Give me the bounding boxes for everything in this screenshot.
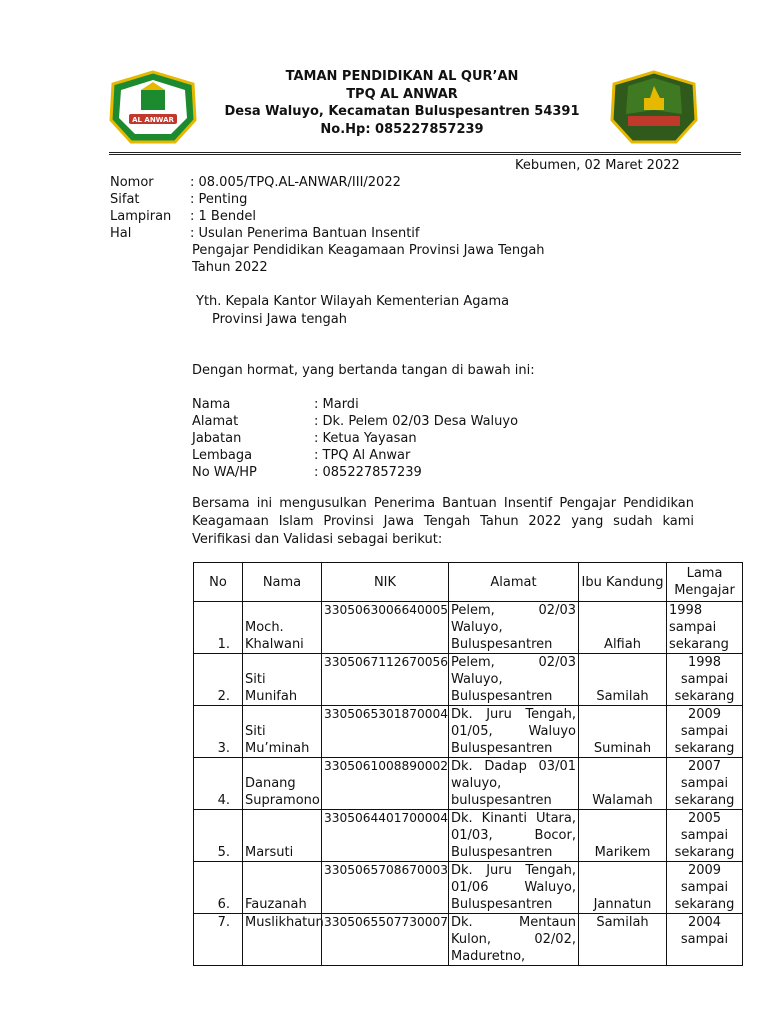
cell-alamat: Dk. Kinanti Utara, 01/03, Bocor, Buluspesantren [449,810,579,862]
cell-no: 3. [194,706,243,758]
header-divider-double [109,154,741,155]
cell-nama: Siti Mu’minah [243,706,322,758]
subject-continuation-1: Pengajar Pendidikan Keagamaan Provinsi Jawa Tengah [192,243,545,258]
cell-ibu: Samilah [579,654,667,706]
cell-nik: 3305065708670003 [322,862,449,914]
signer-value-nama: : Mardi [314,397,359,412]
signer-label-lembaga: Lembaga [192,448,253,463]
header-nik: NIK [322,563,449,602]
meta-label-hal: Hal [110,226,132,241]
cell-alamat: Dk. Mentaun Kulon, 02/02, Maduretno, [449,914,579,966]
tpq-logo-icon [109,70,197,144]
meta-value-lampiran: : 1 Bendel [190,209,256,224]
subject-continuation-2: Tahun 2022 [192,260,268,275]
cell-ibu: Jannatun [579,862,667,914]
meta-label-lampiran: Lampiran [110,209,172,224]
cell-nama: Moch. Khalwani [243,602,322,654]
org-line-3: Desa Waluyo, Kecamatan Buluspesantren 54391 [224,104,580,119]
header-lama-mengajar: Lama Mengajar [667,563,743,602]
cell-no: 6. [194,862,243,914]
header-no: No [194,563,243,602]
letterhead [0,60,768,160]
header-divider [109,152,741,153]
cell-ibu: Marikem [579,810,667,862]
org-line-4: No.Hp: 085227857239 [320,121,484,137]
cell-alamat: Pelem, 02/03 Waluyo, Buluspesantren [449,654,579,706]
cell-nik: 3305064401700004 [322,810,449,862]
cell-no: 2. [194,654,243,706]
header-nama: Nama [243,563,322,602]
cell-no: 7. [194,914,243,966]
table-row [194,914,743,966]
table-header-row [194,563,743,602]
cell-ibu: Samilah [579,914,667,966]
cell-nama: Marsuti [243,810,322,862]
cell-lama: 2009 sampai sekarang [667,862,743,914]
organization-header [200,60,604,138]
cell-alamat: Dk. Dadap 03/01 waluyo, buluspesantren [449,758,579,810]
kemenag-logo-icon [610,70,698,144]
cell-alamat: Pelem, 02/03 Waluyo, Buluspesantren [449,602,579,654]
addressee-line-1: Yth. Kepala Kantor Wilayah Kementerian Agama [196,294,510,309]
signer-value-alamat: : Dk. Pelem 02/03 Desa Waluyo [314,414,519,429]
table-row [194,654,743,706]
table-row [194,758,743,810]
table-row [194,602,743,654]
table-row [194,862,743,914]
cell-alamat: Dk. Juru Tengah, 01/05, Waluyo Buluspesantren [449,706,579,758]
table-row [194,810,743,862]
cell-nama: Danang Supramono [243,758,322,810]
cell-no: 1. [194,602,243,654]
signer-label-alamat: Alamat [192,414,239,429]
cell-nama: Siti Munifah [243,654,322,706]
table-row [194,706,743,758]
org-line-1: TAMAN PENDIDIKAN AL QUR’AN [285,69,519,84]
signer-value-jabatan: : Ketua Yayasan [314,431,417,446]
recipient-table [193,562,743,966]
cell-nik: 3305065301870004 [322,706,449,758]
meta-value-sifat: : Penting [190,192,248,207]
cell-lama: 1998 sampai sekarang [667,654,743,706]
cell-nik: 3305063006640005 [322,602,449,654]
meta-label-sifat: Sifat [110,192,140,207]
date-line: Kebumen, 02 Maret 2022 [515,158,680,173]
header-alamat: Alamat [449,563,579,602]
logo-text: AL ANWAR [132,116,174,124]
cell-lama: 1998 sampai sekarang [667,602,743,654]
signer-value-lembaga: : TPQ Al Anwar [314,448,411,463]
cell-nik: 3305065507730007 [322,914,449,966]
cell-nama: Fauzanah [243,862,322,914]
signer-label-jabatan: Jabatan [192,431,242,446]
signer-label-wa: No WA/HP [192,465,257,480]
cell-lama: 2007 sampai sekarang [667,758,743,810]
cell-ibu: Alfiah [579,602,667,654]
meta-label-nomor: Nomor [110,175,154,190]
cell-ibu: Walamah [579,758,667,810]
cell-nik: 3305061008890002 [322,758,449,810]
cell-lama: 2004 sampai [667,914,743,966]
cell-alamat: Dk. Juru Tengah, 01/06 Waluyo, Buluspesantren [449,862,579,914]
meta-value-nomor: : 08.005/TPQ.AL-ANWAR/III/2022 [190,175,401,190]
addressee-line-2: Provinsi Jawa tengah [212,312,348,327]
body-paragraph: Bersama ini mengusulkan Penerima Bantuan Insentif Pengajar Pendidikan Keagamaan Islam Provinsi Jawa Tengah Tahun 2022 yang sudah kami Verifikasi dan Validasi sebagai berikut: [192,496,694,547]
greeting: Dengan hormat, yang bertanda tangan di bawah ini: [192,363,535,378]
header-ibu-kandung: Ibu Kandung [579,563,667,602]
signer-value-wa: : 085227857239 [314,465,422,480]
cell-no: 5. [194,810,243,862]
cell-nama: Muslikhatun [243,914,322,966]
cell-lama: 2009 sampai sekarang [667,706,743,758]
cell-ibu: Suminah [579,706,667,758]
meta-value-hal: : Usulan Penerima Bantuan Insentif [190,226,420,241]
org-line-2: TPQ AL ANWAR [346,86,458,102]
cell-nik: 3305067112670056 [322,654,449,706]
signer-label-nama: Nama [192,397,231,412]
cell-lama: 2005 sampai sekarang [667,810,743,862]
cell-no: 4. [194,758,243,810]
